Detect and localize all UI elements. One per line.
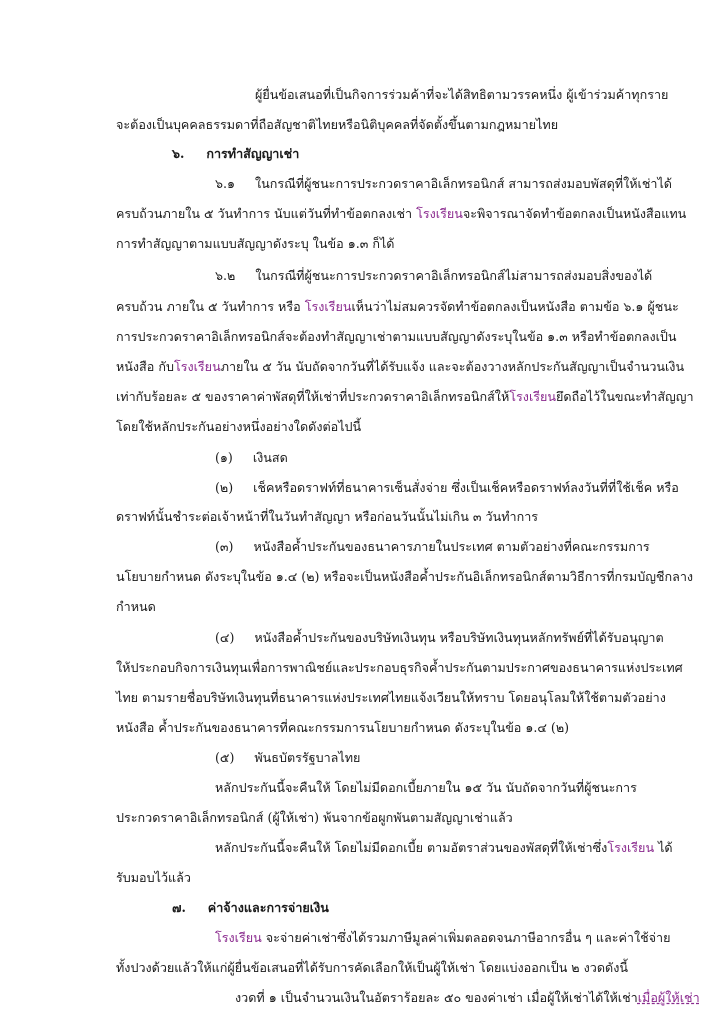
highlighted-text: โรงเรียน [173, 359, 221, 374]
text-run: งวดที่ ๑ เป็นจำนวนเงินในอัตราร้อยละ ๕๐ ของค่าเช่า เมื่อผู้ให้เช่าได้ให้เช่า [235, 990, 638, 1005]
text-run: ยึดถือไว้ในขณะทำสัญญา [556, 389, 694, 404]
text-line [0, 595, 724, 619]
text-run: ดราฟท์นั้นชำระต่อเจ้าหน้าที่ในวันทำสัญญา หรือก่อนวันนั้นไม่เกิน ๓ วันทำการ [116, 509, 539, 524]
section-title: การทำสัญญาเช่า [206, 146, 300, 161]
text-line [0, 295, 724, 319]
highlighted-text: โรงเรียน [509, 389, 557, 404]
text-line [0, 202, 724, 226]
text-line [0, 535, 724, 559]
highlighted-text: โรงเรียน [416, 206, 463, 221]
text-run: กำหนด [116, 599, 156, 614]
text-run: ผู้ยื่นข้อเสนอที่เป็นกิจการร่วมค้าที่จะได้สิทธิตามวรรคหนึ่ง ผู้เข้าร่วมค้าทุกราย [255, 87, 669, 102]
text-run: หนังสือ ค้ำประกันของธนาคารที่คณะกรรมการนโยบายกำหนด ดังระบุในข้อ ๑.๔ (๒) [116, 720, 570, 735]
text-line [0, 806, 724, 830]
text-run: หลักประกันนี้จะคืนให้ โดยไม่มีดอกเบี้ย ตามอัตราส่วนของพัสดุที่ให้เช่าซึ่ง [215, 840, 608, 855]
text-run: (๕) พันธบัตรรัฐบาลไทย [215, 750, 361, 765]
text-line [0, 355, 724, 379]
text-run: การประกวดราคาอิเล็กทรอนิกส์จะต้องทำสัญญาเช่าตามแบบสัญญาดังระบุในข้อ ๑.๓ หรือทำข้อตกลงเป็น [116, 329, 677, 344]
text-line [0, 565, 724, 589]
text-run: ภายใน ๕ วัน นับถัดจากวันที่ได้รับแจ้ง และจะต้องวางหลักประกันสัญญาเป็นจำนวนเงิน [220, 359, 685, 374]
section-heading [0, 142, 724, 166]
text-run: (๔) หนังสือค้ำประกันของบริษัทเงินทุน หรือบริษัทเงินทุนหลักทรัพย์ที่ได้รับอนุญาต [215, 630, 664, 645]
highlighted-text: โรงเรียน [304, 299, 352, 314]
text-run: จะต้องเป็นบุคคลธรรมดาที่ถือสัญชาติไทยหรือนิติบุคคลที่จัดตั้งขึ้นตามกฎหมายไทย [116, 117, 559, 132]
highlighted-text: โรงเรียน [215, 930, 262, 945]
text-run: ครบถ้วนภายใน ๕ วันทำการ นับแต่วันที่ทำข้อตกลงเช่า [116, 206, 417, 221]
text-run: หลักประกันนี้จะคืนให้ โดยไม่มีดอกเบี้ยภายใน ๑๕ วัน นับถัดจากวันที่ผู้ชนะการ [215, 780, 637, 795]
text-line [0, 746, 724, 770]
text-line [0, 686, 724, 710]
text-run: ประกวดราคาอิเล็กทรอนิกส์ (ผู้ให้เช่า) พ้นจากข้อผูกพันตามสัญญาเช่าแล้ว [116, 810, 513, 825]
text-run: (๓) หนังสือค้ำประกันของธนาคารภายในประเทศ ตามตัวอย่างที่คณะกรรมการ [215, 539, 650, 554]
text-line [0, 986, 724, 1010]
highlighted-text: โรงเรียน [607, 840, 655, 855]
text-line [0, 836, 724, 860]
section-heading [0, 896, 724, 920]
text-line [0, 956, 724, 980]
text-run: จะพิจารณาจัดทำข้อตกลงเป็นหนังสือแทน [462, 206, 687, 221]
text-run: ให้ประกอบกิจการเงินทุนเพื่อการพาณิชย์และประกอบธุรกิจค้ำประกันตามประกาศของธนาคารแห่งประเทศ [116, 660, 683, 675]
text-run: ได้ [654, 840, 673, 855]
text-run: โดยใช้หลักประกันอย่างหนึ่งอย่างใดดังต่อไปนี้ [116, 419, 362, 434]
text-line [0, 415, 724, 439]
text-line [0, 866, 724, 890]
text-line [0, 716, 724, 740]
text-run: (๒) เช็คหรือดราฟท์ที่ธนาคารเซ็นสั่งจ่าย ซึ่งเป็นเช็คหรือดราฟท์ลงวันที่ที่ใช้เช็ค หรือ [215, 480, 679, 495]
section-title: ค่าจ้างและการจ่ายเงิน [207, 900, 329, 915]
text-line [0, 446, 724, 470]
text-run: เห็นว่าไม่สมควรจัดทำข้อตกลงเป็นหนังสือ ตามข้อ ๖.๑ ผู้ชนะ [351, 299, 679, 314]
text-line [0, 385, 724, 409]
text-line [0, 113, 724, 137]
text-run: นโยบายกำหนด ดังระบุในข้อ ๑.๔ (๒) หรือจะเป็นหนังสือค้ำประกันอิเล็กทรอนิกส์ตามวิธีการที่กรมบัญชีกลาง [116, 569, 694, 584]
text-line [0, 505, 724, 529]
text-run: ทั้งปวงด้วยแล้วให้แก่ผู้ยื่นข้อเสนอที่ได้รับการคัดเลือกให้เป็นผู้ให้เช่า โดยแบ่งออกเป็น ๒ งวดดังนี้ [116, 960, 628, 975]
text-line [0, 172, 724, 196]
text-line [0, 656, 724, 680]
section-number: ๖. [172, 146, 207, 161]
text-run: เท่ากับร้อยละ ๕ ของราคาค่าพัสดุที่ให้เช่าที่ประกวดราคาอิเล็กทรอนิกส์ให้ [116, 389, 510, 404]
text-line [0, 83, 724, 107]
text-run: ไทย ตามรายชื่อบริษัทเงินทุนที่ธนาคารแห่งประเทศไทยแจ้งเวียนให้ทราบ โดยอนุโลมให้ใช้ตามตัวอย่าง [116, 690, 666, 705]
section-number: ๗. [172, 900, 208, 915]
text-run: หนังสือ กับ [116, 359, 174, 374]
text-line [0, 776, 724, 800]
text-line [0, 926, 724, 950]
text-line [0, 325, 724, 349]
text-run: การทำสัญญาตามแบบสัญญาดังระบุ ในข้อ ๑.๓ ก็ได้ [116, 236, 395, 251]
text-run: (๑) เงินสด [215, 450, 288, 465]
text-line [0, 476, 724, 500]
text-run: ๖.๒ ในกรณีที่ผู้ชนะการประกวดราคาอิเล็กทรอนิกส์ไม่สามารถส่งมอบสิ่งของได้ [215, 268, 653, 283]
highlighted-text: เมื่อผู้ให้เช่า [637, 990, 700, 1005]
text-line [0, 626, 724, 650]
text-run: ครบถ้วน ภายใน ๕ วันทำการ หรือ [116, 299, 305, 314]
text-line [0, 232, 724, 256]
text-run: จะจ่ายค่าเช่าซึ่งได้รวมภาษีมูลค่าเพิ่มตลอดจนภาษีอากรอื่น ๆ และค่าใช้จ่าย [261, 930, 671, 945]
text-line [0, 264, 724, 288]
text-run: รับมอบไว้แล้ว [116, 870, 191, 885]
text-run: ๖.๑ ในกรณีที่ผู้ชนะการประกวดราคาอิเล็กทรอนิกส์ สามารถส่งมอบพัสดุที่ให้เช่าได้ [215, 176, 672, 191]
